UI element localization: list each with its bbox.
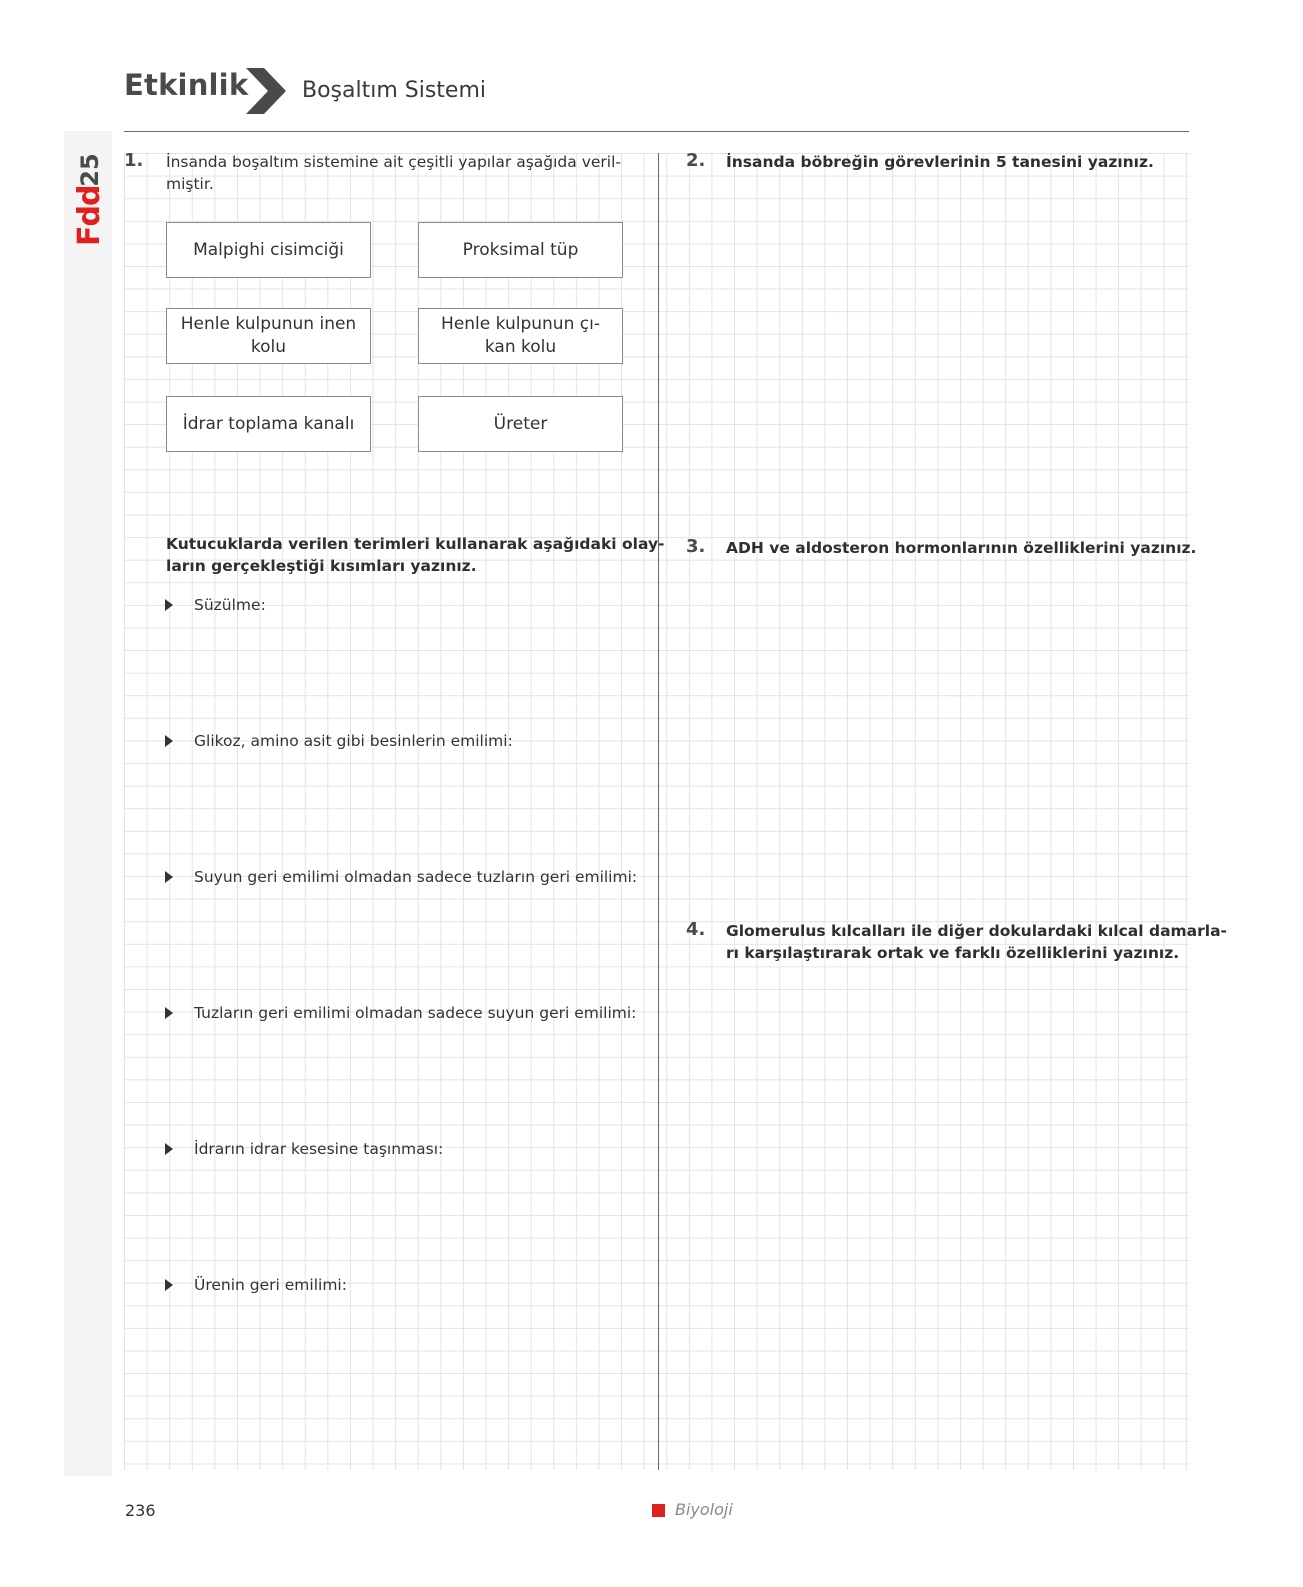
red-square-icon	[652, 1504, 665, 1517]
question-2-number: 2.	[686, 150, 706, 171]
question-4-number: 4.	[686, 919, 706, 940]
question-4-text-line2: rı karşılaştırarak ortak ve farklı özelliklerini yazınız.	[726, 944, 1180, 962]
triangle-bullet-icon	[165, 1143, 173, 1155]
triangle-bullet-icon	[165, 599, 173, 611]
term-box-henle-cikan: Henle kulpunun çı- kan kolu	[418, 308, 623, 364]
term-box-malpighi: Malpighi cisimciği	[166, 222, 371, 278]
list-item	[165, 593, 266, 617]
column-divider	[658, 153, 659, 1470]
list-item-label: Suyun geri emilimi olmadan sadece tuzların geri emilimi:	[194, 868, 638, 886]
list-item	[165, 1273, 347, 1297]
list-item	[165, 729, 513, 753]
list-item	[165, 1137, 443, 1161]
header-divider	[124, 131, 1189, 132]
question-2-text: İnsanda böbreğin görevlerinin 5 tanesini yazınız.	[726, 153, 1154, 171]
question-1-number: 1.	[124, 150, 144, 171]
triangle-bullet-icon	[165, 1007, 173, 1019]
term-box-henle-inen: Henle kulpunun inen kolu	[166, 308, 371, 364]
publisher-logo: Fdd	[72, 185, 107, 246]
triangle-bullet-icon	[165, 1279, 173, 1291]
term-box-proksimal: Proksimal tüp	[418, 222, 623, 278]
question-1-text-line2: miştir.	[166, 175, 214, 193]
chevron-right-icon	[246, 68, 286, 114]
list-item	[165, 865, 637, 889]
triangle-bullet-icon	[165, 871, 173, 883]
side-strip	[64, 131, 112, 1476]
term-box-ureter: Üreter	[418, 396, 623, 452]
list-item-label: Glikoz, amino asit gibi besinlerin emilimi:	[194, 732, 513, 750]
subject-label: Biyoloji	[675, 1500, 733, 1519]
list-item-label: Süzülme:	[194, 596, 266, 614]
list-item-label: Tuzların geri emilimi olmadan sadece suyun geri emilimi:	[194, 1004, 637, 1022]
list-item	[165, 1001, 636, 1025]
topic-title: Boşaltım Sistemi	[302, 78, 487, 103]
list-item-label: Ürenin geri emilimi:	[194, 1276, 347, 1294]
list-item-label: İdrarın idrar kesesine taşınması:	[194, 1140, 444, 1158]
instruction-line2: ların gerçekleştiği kısımları yazınız.	[166, 557, 477, 575]
term-box-toplama-kanali: İdrar toplama kanalı	[166, 396, 371, 452]
question-4-text-line1: Glomerulus kılcalları ile diğer dokulardaki kılcal damarla-	[726, 922, 1227, 940]
question-3-number: 3.	[686, 536, 706, 557]
triangle-bullet-icon	[165, 735, 173, 747]
page-number: 236	[125, 1501, 156, 1520]
question-3-text: ADH ve aldosteron hormonlarının özelliklerini yazınız.	[726, 539, 1197, 557]
activity-title: Etkinlik	[124, 68, 249, 102]
question-1-text-line1: İnsanda boşaltım sistemine ait çeşitli yapılar aşağıda veril-	[166, 153, 621, 171]
unit-number: 25	[76, 153, 104, 187]
instruction-line1: Kutucuklarda verilen terimleri kullanarak aşağıdaki olay-	[166, 535, 665, 553]
